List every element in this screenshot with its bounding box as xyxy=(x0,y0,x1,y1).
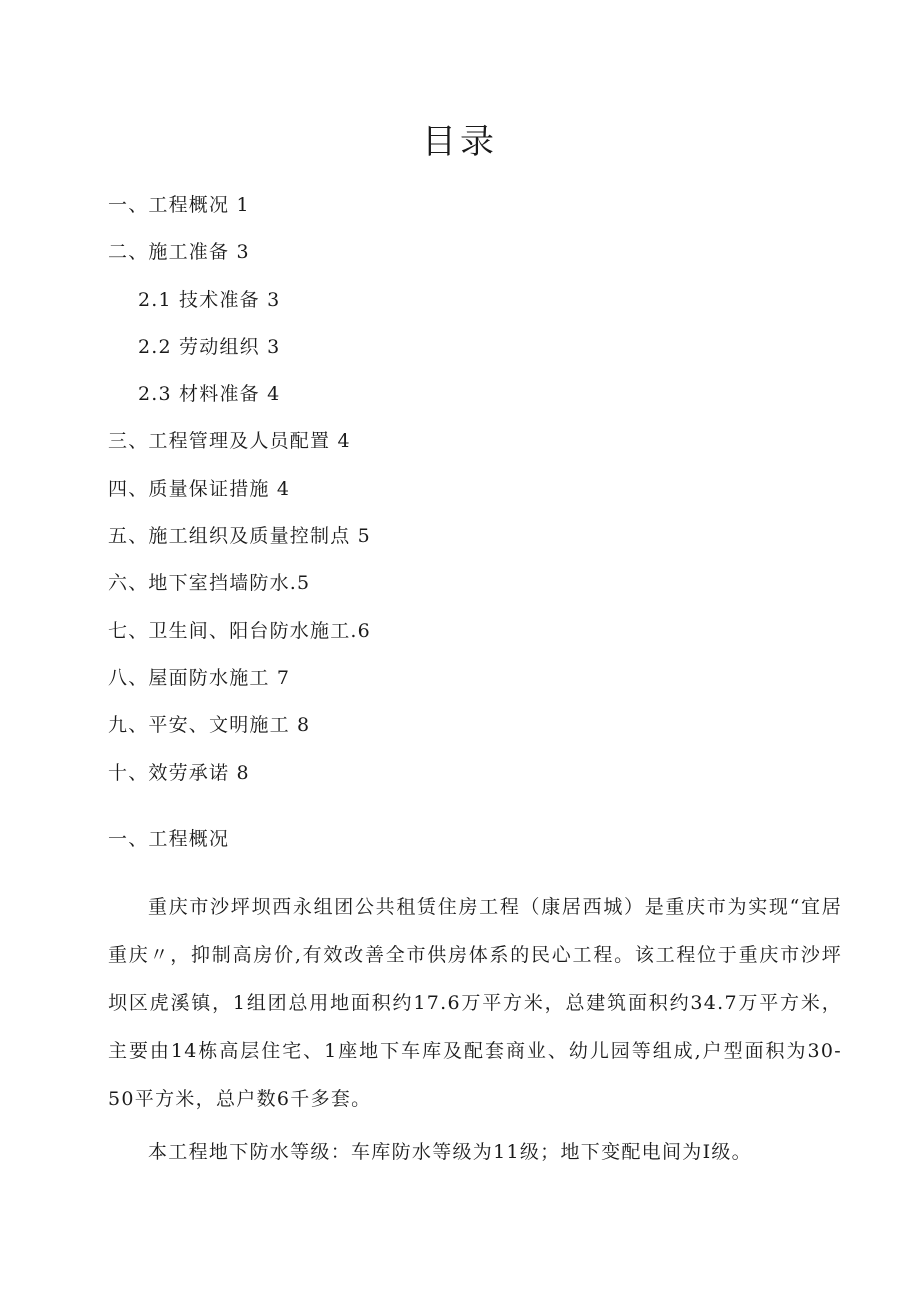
section-heading-project-overview: 一、工程概况 xyxy=(108,828,230,850)
toc-item-section-2-2: 2.2 劳动组织 3 xyxy=(138,335,281,358)
toc-item-section-5: 五、施工组织及质量控制点 5 xyxy=(108,525,371,548)
toc-title: 目录 xyxy=(422,122,498,162)
toc-item-section-1: 一、工程概况 1 xyxy=(108,194,250,216)
body-paragraph-project-description: 重庆市沙坪坝西永组团公共租赁住房工程（康居西城）是重庆市为实现“宜居重庆〃，抑制高房价,有效改善全市供房体系的民心工程。该工程位于重庆市沙坪坝区虎溪镇，1组团总用地面积约17.6万平方米，总建筑面积约34.7万平方米，主要由14栋高层住宅、1座地下车库及配套商业、幼儿园等组成,户型面积为30-50平方米，总户数6千多套。 xyxy=(108,896,842,1110)
toc-item-section-10: 十、效劳承诺 8 xyxy=(108,761,250,784)
toc-item-section-2-3: 2.3 材料准备 4 xyxy=(138,383,281,406)
toc-item-section-2: 二、施工准备 3 xyxy=(108,241,250,264)
toc-item-section-3: 三、工程管理及人员配置 4 xyxy=(108,430,351,453)
toc-item-section-4: 四、质量保证措施 4 xyxy=(108,477,291,500)
toc-item-section-6: 六、地下室挡墙防水.5 xyxy=(108,572,311,595)
toc-item-section-2-1: 2.1 技术准备 3 xyxy=(138,288,281,311)
toc-item-section-9: 九、平安、文明施工 8 xyxy=(108,714,311,737)
table-of-contents xyxy=(108,182,808,797)
body-paragraph-waterproof-grade: 本工程地下防水等级：车库防水等级为11级；地下变配电间为Ⅰ级。 xyxy=(148,1141,752,1163)
toc-item-section-8: 八、屋面防水施工 7 xyxy=(108,666,291,689)
toc-item-section-7: 七、卫生间、阳台防水施工.6 xyxy=(108,619,371,642)
